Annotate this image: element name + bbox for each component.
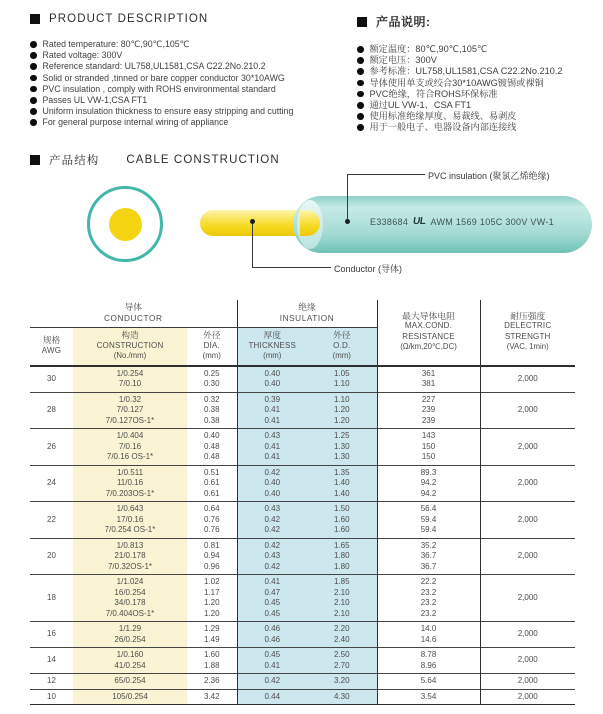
- cell-resistance: 14.0 14.6: [377, 622, 480, 648]
- table-row: [30, 392, 575, 429]
- cell-construction: 1/0.160 41/0.254: [73, 648, 187, 674]
- cell-od: 2.50 2.70: [307, 648, 377, 674]
- cell-dia: 2.36: [187, 674, 237, 690]
- cell-resistance: 361 381: [377, 366, 480, 393]
- cell-awg: 14: [30, 648, 73, 674]
- product-description-section: [30, 13, 356, 129]
- cell-od: 1.50 1.60 1.60: [307, 502, 377, 539]
- cell-dia: 0.25 0.30: [187, 366, 237, 393]
- thickness-column-header: [237, 328, 307, 366]
- resistance-header-en2: RESISTANCE: [402, 331, 455, 341]
- cell-awg: 16: [30, 622, 73, 648]
- cell-dielectric: 2,000: [480, 575, 575, 622]
- bullet-text: Rated temperature: 80℃,90℃,105℃: [42, 39, 190, 49]
- cell-resistance: 3.54: [377, 689, 480, 705]
- pvc-leader-line: [347, 174, 425, 175]
- cell-dia: 1.29 1.49: [187, 622, 237, 648]
- thickness-header-unit: (mm): [263, 351, 282, 360]
- bullet-item: [357, 122, 603, 133]
- product-description-title: [30, 13, 356, 25]
- bullet-item: [30, 106, 356, 117]
- pvc-leader-line: [347, 174, 348, 221]
- ul-logo-icon: UL: [412, 216, 427, 227]
- resistance-header-unit: (Ω/km,20℃,DC): [400, 342, 457, 352]
- cell-thickness: 0.43 0.42 0.42: [237, 502, 307, 539]
- bullet-text: 额定温度：80℃,90℃,105℃: [369, 44, 488, 54]
- cell-awg: 30: [30, 366, 73, 393]
- cell-resistance: 143 150 150: [377, 429, 480, 466]
- cell-awg: 18: [30, 575, 73, 622]
- od-header-en: O.D.: [333, 340, 351, 350]
- cell-dielectric: 2,000: [480, 465, 575, 502]
- bullet-icon: [357, 68, 364, 75]
- bullet-text: Reference standard: UL758,UL1581,CSA C22.2No.210.2: [42, 61, 266, 72]
- cable-spec-text: AWM 1569 105C 300V VW-1: [430, 216, 554, 227]
- cell-thickness: 0.46 0.46: [237, 622, 307, 648]
- bullet-icon: [357, 46, 364, 53]
- spec-table: [30, 300, 575, 705]
- product-description-zh-title-text: 产品说明:: [376, 15, 431, 29]
- cable-print-text: [338, 216, 586, 227]
- conductor-cross-section: [109, 208, 142, 241]
- od-header-unit: (mm): [332, 351, 351, 360]
- cell-dia: 1.02 1.17 1.20 1.20: [187, 575, 237, 622]
- bullet-text: Solid or stranded ,tinned or bare copper conductor 30*10AWG: [42, 72, 285, 83]
- bullet-item: [30, 50, 356, 61]
- bullet-text: PVC绝缘，符合ROHS环保标准: [369, 88, 498, 99]
- bullet-item: [30, 95, 356, 106]
- cell-construction: 1/1.29 26/0.254: [73, 622, 187, 648]
- bullet-text: Passes UL VW-1,CSA FT1: [42, 95, 148, 106]
- bullet-item: [357, 44, 603, 55]
- cell-dielectric: 2,000: [480, 392, 575, 429]
- cell-dielectric: 2,000: [480, 689, 575, 705]
- conductor-group-zh: 导体: [124, 302, 143, 312]
- cell-od: 1.85 2.10 2.10 2.10: [307, 575, 377, 622]
- dielectric-column-header: [480, 300, 575, 366]
- dia-header-zh: 外径: [202, 330, 221, 340]
- cell-thickness: 0.41 0.47 0.45 0.45: [237, 575, 307, 622]
- bullet-text: 通过UL VW-1、CSA FT1: [369, 100, 472, 111]
- cable-construction-title-zh: 产品结构: [49, 155, 100, 167]
- cell-dielectric: 2,000: [480, 674, 575, 690]
- cell-construction: 1/0.254 7/0.10: [73, 366, 187, 393]
- table-row: [30, 674, 575, 690]
- cell-construction: 1/0.32 7/0.127 7/0.127OS-1*: [73, 392, 187, 429]
- cell-construction: 1/1.024 16/0.254 34/0.178 7/0.404OS-1*: [73, 575, 187, 622]
- cell-od: 1.10 1.20 1.20: [307, 392, 377, 429]
- bullet-text: 导体使用单支或绞合30*10AWG镀锡或裸铜: [369, 77, 544, 88]
- dielectric-header-zh: 耐压强度: [510, 310, 546, 321]
- cell-thickness: 0.44: [237, 689, 307, 705]
- cell-construction: 65/0.254: [73, 674, 187, 690]
- cell-od: 4.30: [307, 689, 377, 705]
- cell-dielectric: 2,000: [480, 538, 575, 575]
- product-description-list: [30, 39, 356, 129]
- insulation-group-zh: 绝缘: [298, 302, 316, 312]
- bullet-item: [357, 111, 603, 122]
- table-row: [30, 429, 575, 466]
- cell-resistance: 22.2 23.2 23.2 23.2: [377, 575, 480, 622]
- dia-header-en: DIA.: [203, 340, 220, 350]
- cell-od: 1.05 1.10: [307, 366, 377, 393]
- bullet-text: For general purpose internal wiring of appliance: [42, 117, 229, 128]
- section-marker-icon: [357, 17, 367, 27]
- cell-od: 1.25 1.30 1.30: [307, 429, 377, 466]
- awg-header-zh: 规格: [42, 335, 61, 346]
- bullet-text: Uniform insulation thickness to ensure easy stripping and cutting: [42, 106, 294, 117]
- bullet-icon: [357, 91, 364, 98]
- cell-dia: 0.81 0.94 0.96: [187, 538, 237, 575]
- cell-construction: 105/0.254: [73, 689, 187, 705]
- cell-resistance: 227 239 239: [377, 392, 480, 429]
- spec-table-body: [30, 366, 575, 705]
- table-row: [30, 648, 575, 674]
- cell-resistance: 8.78 8.96: [377, 648, 480, 674]
- bullet-item: [30, 61, 356, 72]
- cell-od: 3.20: [307, 674, 377, 690]
- table-row: [30, 366, 575, 393]
- cell-dia: 0.51 0.61 0.61: [187, 465, 237, 502]
- bullet-text: 参考标准：UL758,UL1581,CSA C22.2No.210.2: [369, 66, 563, 77]
- cell-resistance: 89.3 94.2 94.2: [377, 465, 480, 502]
- bullet-item: [357, 55, 603, 66]
- cell-construction: 1/0.643 17/0.16 7/0.254 OS-1*: [73, 502, 187, 539]
- dielectric-header-en1: DELECTRIC: [504, 321, 552, 331]
- cell-resistance: 5.64: [377, 674, 480, 690]
- cell-awg: 26: [30, 429, 73, 466]
- awg-column-header: [30, 328, 73, 366]
- bullet-item: [30, 73, 356, 84]
- pvc-leader-dot: [345, 219, 350, 224]
- bullet-text: PVC insulation , comply with ROHS environmental standard: [42, 83, 276, 94]
- table-row: [30, 465, 575, 502]
- bullet-icon: [30, 119, 37, 126]
- construction-column-header: [73, 328, 187, 366]
- product-description-zh-list: [357, 44, 603, 134]
- conductor-group-header: [30, 300, 237, 328]
- section-marker-icon: [30, 14, 40, 24]
- construction-header-en: CONSTRUCTION: [96, 340, 164, 350]
- cell-dielectric: 2,000: [480, 648, 575, 674]
- cell-awg: 28: [30, 392, 73, 429]
- bullet-icon: [30, 41, 37, 48]
- cell-awg: 10: [30, 689, 73, 705]
- bullet-item: [357, 89, 603, 100]
- bullet-text: 使用标准绝缘厚度、易裁线、易剥皮: [369, 111, 517, 122]
- conductor-group-en: CONDUCTOR: [104, 314, 163, 323]
- cell-od: 1.65 1.80 1.80: [307, 538, 377, 575]
- cell-dia: 0.32 0.38 0.38: [187, 392, 237, 429]
- cell-dia: 3.42: [187, 689, 237, 705]
- conductor-leader-line: [252, 267, 331, 268]
- bullet-item: [30, 117, 356, 128]
- bullet-icon: [30, 52, 37, 59]
- bullet-icon: [357, 113, 364, 120]
- cable-cross-section: [87, 186, 163, 262]
- table-row: [30, 575, 575, 622]
- insulation-group-header: [237, 300, 377, 328]
- construction-header-unit: (No./mm): [113, 351, 147, 360]
- bullet-item: [357, 100, 603, 111]
- bullet-icon: [30, 86, 37, 93]
- product-description-title-text: PRODUCT DESCRIPTION: [49, 13, 209, 25]
- bullet-item: [357, 66, 603, 77]
- cell-od: 1.35 1.40 1.40: [307, 465, 377, 502]
- table-row: [30, 538, 575, 575]
- conductor-label: Conductor (导体): [334, 264, 403, 274]
- bullet-text: 用于一般电子、电器设备内部连接线: [369, 122, 517, 133]
- cell-thickness: 0.43 0.41 0.41: [237, 429, 307, 466]
- bullet-icon: [30, 63, 37, 70]
- cell-dia: 1.60 1.88: [187, 648, 237, 674]
- thickness-header-zh: 厚度: [263, 330, 282, 340]
- bullet-item: [357, 78, 603, 89]
- table-row: [30, 502, 575, 539]
- bullet-item: [30, 39, 356, 50]
- product-description-zh-section: [357, 13, 603, 134]
- section-marker-icon: [30, 155, 40, 165]
- bullet-item: [30, 84, 356, 95]
- bullet-text: Rated voltage: 300V: [42, 50, 123, 61]
- bullet-icon: [357, 124, 364, 131]
- dielectric-header-en2: STRENGTH: [504, 331, 551, 341]
- bullet-text: 额定电压：300V: [369, 55, 437, 66]
- cell-dielectric: 2,000: [480, 366, 575, 393]
- pvc-insulation-label: PVC insulation (聚氯乙烯绝缘): [428, 171, 550, 181]
- dia-column-header: [187, 328, 237, 366]
- od-column-header: [307, 328, 377, 366]
- cable-construction-title: [30, 152, 280, 168]
- cell-construction: 1/0.511 11/0.16 7/0.203OS-1*: [73, 465, 187, 502]
- cell-thickness: 0.42 0.40 0.40: [237, 465, 307, 502]
- spec-table-header: [30, 300, 575, 366]
- cable-cert-number: E338684: [370, 216, 409, 227]
- bullet-icon: [30, 97, 37, 104]
- bullet-icon: [357, 102, 364, 109]
- cell-dia: 0.64 0.76 0.76: [187, 502, 237, 539]
- cell-thickness: 0.42 0.43 0.42: [237, 538, 307, 575]
- cell-awg: 24: [30, 465, 73, 502]
- cell-dia: 0.40 0.48 0.48: [187, 429, 237, 466]
- resistance-header-zh: 最大导体电阻: [402, 310, 455, 321]
- bullet-icon: [30, 75, 37, 82]
- insulation-group-en: INSULATION: [279, 314, 335, 323]
- cell-dielectric: 2,000: [480, 429, 575, 466]
- cell-thickness: 0.42: [237, 674, 307, 690]
- table-row: [30, 622, 575, 648]
- cell-awg: 22: [30, 502, 73, 539]
- table-row: [30, 689, 575, 705]
- cell-awg: 12: [30, 674, 73, 690]
- resistance-header-en1: MAX.COND.: [404, 321, 453, 331]
- cell-construction: 1/0.813 21/0.178 7/0.32OS-1*: [73, 538, 187, 575]
- group-header-row: [30, 300, 575, 328]
- cell-dielectric: 2,000: [480, 622, 575, 648]
- cell-construction: 1/0.404 7/0.16 7/0.16 OS-1*: [73, 429, 187, 466]
- cell-thickness: 0.45 0.41: [237, 648, 307, 674]
- cell-thickness: 0.39 0.41 0.41: [237, 392, 307, 429]
- cell-resistance: 35.2 36.7 36.7: [377, 538, 480, 575]
- awg-header-en: AWG: [41, 345, 62, 355]
- bullet-icon: [357, 80, 364, 87]
- bullet-icon: [30, 108, 37, 115]
- dia-header-unit: (mm): [202, 351, 221, 360]
- thickness-header-en: THICKNESS: [248, 340, 297, 350]
- product-description-zh-title: [357, 13, 603, 30]
- bullet-icon: [357, 57, 364, 64]
- cell-dielectric: 2,000: [480, 502, 575, 539]
- cell-resistance: 56.4 59.4 59.4: [377, 502, 480, 539]
- cable-construction-title-en: CABLE CONSTRUCTION: [126, 154, 280, 166]
- cell-od: 2.20 2.40: [307, 622, 377, 648]
- construction-header-zh: 构造: [121, 330, 139, 340]
- cell-awg: 20: [30, 538, 73, 575]
- resistance-column-header: [377, 300, 480, 366]
- conductor-leader-dot: [250, 219, 255, 224]
- cell-thickness: 0.40 0.40: [237, 366, 307, 393]
- od-header-zh: 外径: [332, 330, 351, 340]
- dielectric-header-unit: (VAC, 1min): [506, 342, 549, 352]
- conductor-leader-line: [252, 222, 253, 267]
